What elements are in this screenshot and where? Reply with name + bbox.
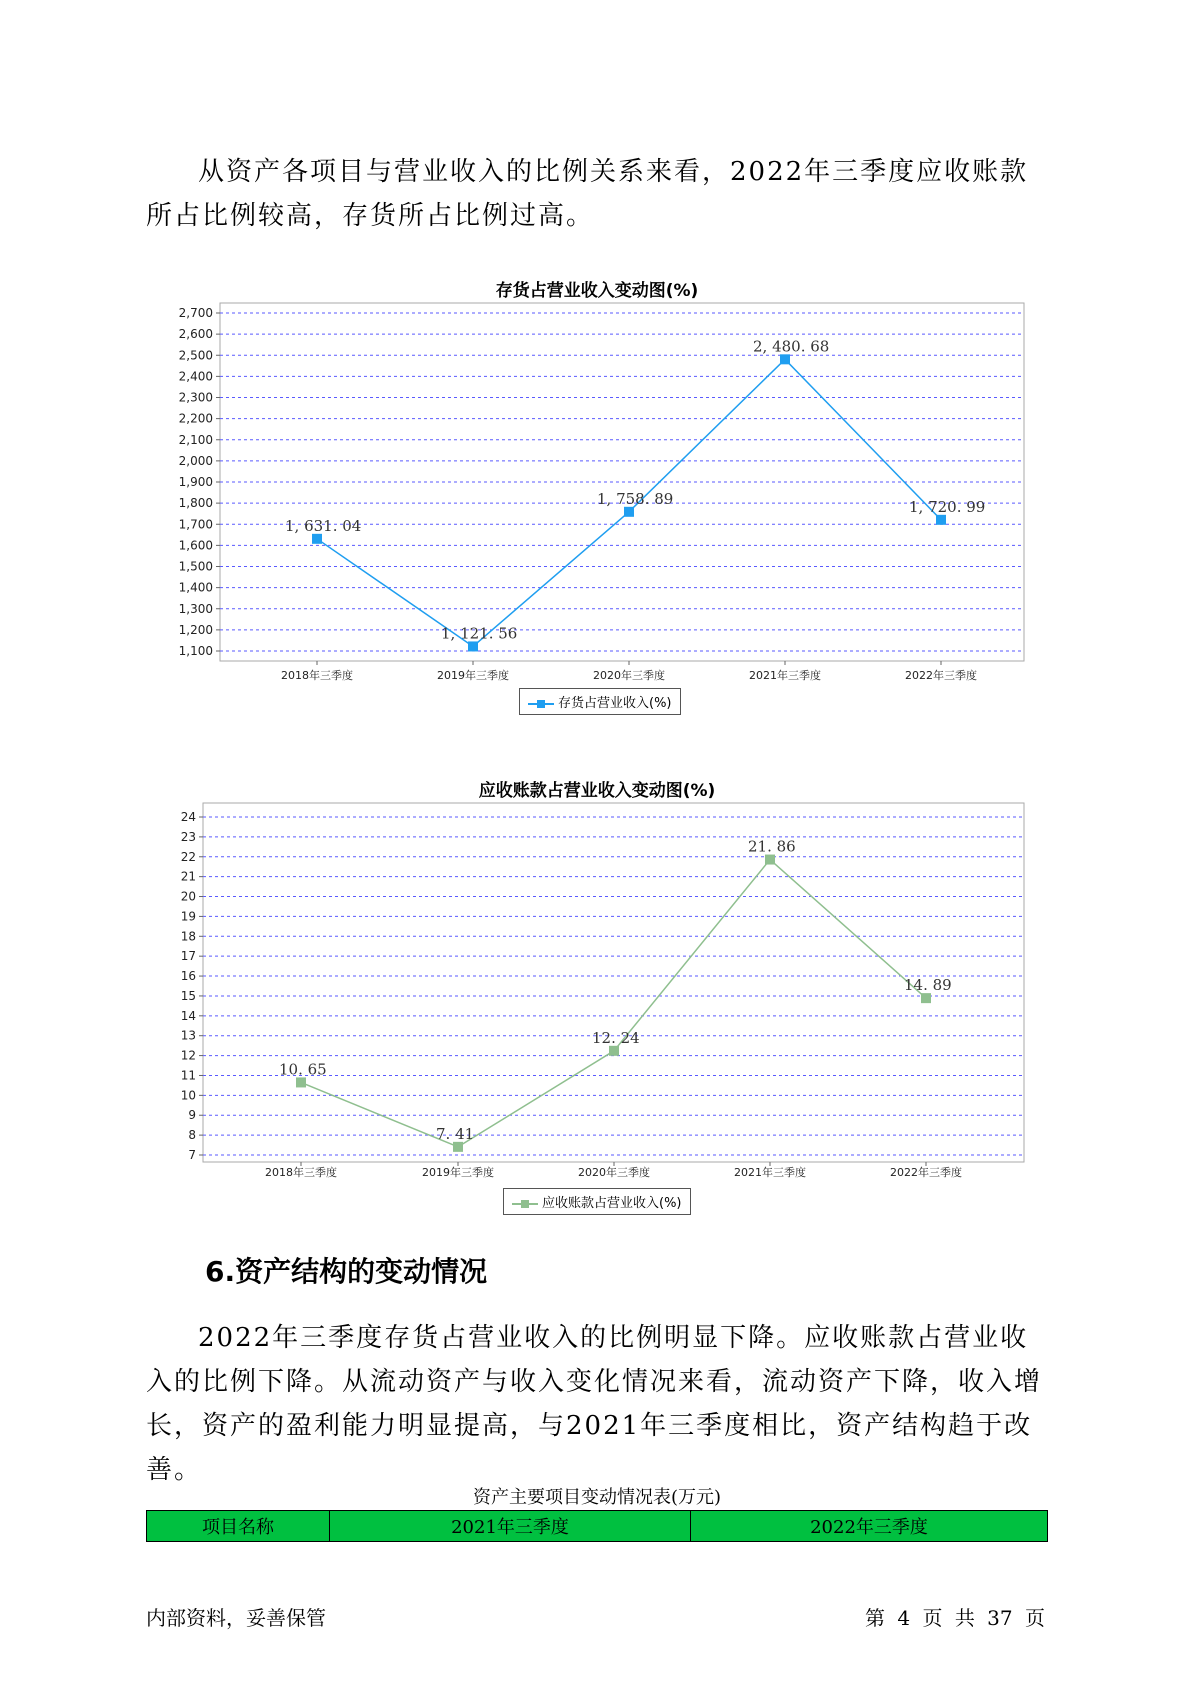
y-tick-label: 8 bbox=[188, 1128, 196, 1143]
y-tick-label: 2,300 bbox=[178, 390, 213, 405]
y-tick-label: 7 bbox=[188, 1148, 196, 1162]
x-tick-label: 2021年三季度 bbox=[734, 1166, 806, 1179]
data-label: 2, 480. 68 bbox=[753, 337, 830, 356]
data-label: 21. 86 bbox=[748, 837, 796, 856]
y-tick-label: 17 bbox=[180, 949, 196, 964]
y-tick-label: 10 bbox=[180, 1088, 196, 1103]
y-tick-label: 12 bbox=[180, 1048, 196, 1063]
data-label: 1, 720. 99 bbox=[909, 497, 986, 516]
intro-text: 从资产各项目与营业收入的比例关系来看，2022年三季度应收账款所占比例较高，存货所占比例过高。 bbox=[146, 157, 1029, 231]
y-tick-label: 1,700 bbox=[178, 517, 213, 532]
y-tick-label: 2,600 bbox=[178, 327, 213, 342]
table-header-item-name: 项目名称 bbox=[147, 1511, 330, 1542]
y-tick-label: 1,800 bbox=[178, 496, 213, 511]
asset-change-table bbox=[146, 1510, 1048, 1542]
x-tick-label: 2019年三季度 bbox=[422, 1166, 494, 1179]
y-tick-label: 11 bbox=[180, 1068, 196, 1083]
y-tick-label: 1,200 bbox=[178, 622, 213, 637]
y-tick-label: 2,000 bbox=[178, 453, 213, 468]
table-header-2021: 2021年三季度 bbox=[330, 1511, 691, 1542]
chart-2-legend-label: 应收账款占营业收入(%) bbox=[542, 1196, 682, 1211]
y-tick-label: 16 bbox=[180, 969, 196, 984]
table-caption: 资产主要项目变动情况表(万元) bbox=[472, 1487, 722, 1508]
data-point bbox=[765, 855, 775, 865]
footer-page-number: 第 4 页 共 37 页 bbox=[865, 1606, 1045, 1630]
y-tick-label: 1,300 bbox=[178, 601, 213, 616]
table-header-row bbox=[147, 1511, 1048, 1542]
x-tick-label: 2018年三季度 bbox=[281, 669, 353, 682]
data-point bbox=[453, 1142, 463, 1152]
section-heading: 6.资产结构的变动情况 bbox=[205, 1255, 488, 1288]
data-label: 1, 121. 56 bbox=[441, 624, 518, 643]
data-point bbox=[609, 1046, 619, 1056]
y-tick-label: 2,200 bbox=[178, 411, 213, 426]
y-tick-label: 23 bbox=[180, 829, 196, 844]
y-tick-label: 21 bbox=[180, 869, 196, 884]
data-label: 10. 65 bbox=[279, 1060, 327, 1079]
y-tick-label: 1,100 bbox=[178, 644, 213, 658]
x-tick-label: 2021年三季度 bbox=[749, 669, 821, 682]
section-paragraph bbox=[146, 1316, 1046, 1492]
y-tick-label: 1,900 bbox=[178, 475, 213, 489]
y-tick-label: 15 bbox=[180, 988, 196, 1003]
y-tick-label: 1,600 bbox=[178, 538, 213, 553]
y-tick-label: 19 bbox=[180, 909, 196, 924]
data-label: 12. 24 bbox=[592, 1028, 640, 1047]
y-tick-label: 22 bbox=[180, 849, 196, 864]
data-label: 1, 758. 89 bbox=[597, 489, 674, 508]
chart-1-legend-label: 存货占营业收入(%) bbox=[558, 696, 672, 711]
y-tick-label: 1,500 bbox=[178, 559, 213, 574]
x-tick-label: 2020年三季度 bbox=[578, 1166, 650, 1179]
y-tick-label: 2,700 bbox=[178, 306, 213, 320]
footer-confidential: 内部资料，妥善保管 bbox=[146, 1606, 326, 1630]
y-tick-label: 18 bbox=[180, 929, 196, 944]
data-point bbox=[921, 993, 931, 1003]
y-tick-label: 24 bbox=[180, 810, 196, 824]
x-tick-label: 2022年三季度 bbox=[905, 669, 977, 682]
y-tick-label: 2,500 bbox=[178, 348, 213, 363]
y-tick-label: 2,400 bbox=[178, 369, 213, 384]
x-tick-label: 2020年三季度 bbox=[593, 669, 665, 682]
chart-2-legend bbox=[503, 1188, 691, 1215]
x-tick-label: 2019年三季度 bbox=[437, 669, 509, 682]
y-tick-label: 2,100 bbox=[178, 432, 213, 447]
y-tick-label: 1,400 bbox=[178, 580, 213, 595]
x-tick-label: 2018年三季度 bbox=[265, 1166, 337, 1179]
data-label: 7. 41 bbox=[436, 1124, 475, 1143]
section-text: 2022年三季度存货占营业收入的比例明显下降。应收账款占营业收入的比例下降。从流动资产与收入变化情况来看，流动资产下降，收入增长，资产的盈利能力明显提高，与2021年三季度相比，资产结构趋于改善。 bbox=[146, 1323, 1043, 1485]
y-tick-label: 9 bbox=[188, 1108, 196, 1123]
chart-2-legend-swatch bbox=[512, 1199, 538, 1209]
chart-2-title: 应收账款占营业收入变动图(%) bbox=[478, 781, 716, 801]
y-tick-label: 13 bbox=[180, 1028, 196, 1043]
chart-1-title: 存货占营业收入变动图(%) bbox=[495, 281, 699, 301]
data-label: 1, 631. 04 bbox=[285, 516, 362, 535]
data-point bbox=[296, 1077, 306, 1087]
data-label: 14. 89 bbox=[904, 976, 952, 995]
y-tick-label: 14 bbox=[180, 1008, 196, 1023]
y-tick-label: 20 bbox=[180, 889, 196, 904]
table-header-2022: 2022年三季度 bbox=[691, 1511, 1048, 1542]
x-tick-label: 2022年三季度 bbox=[890, 1166, 962, 1179]
